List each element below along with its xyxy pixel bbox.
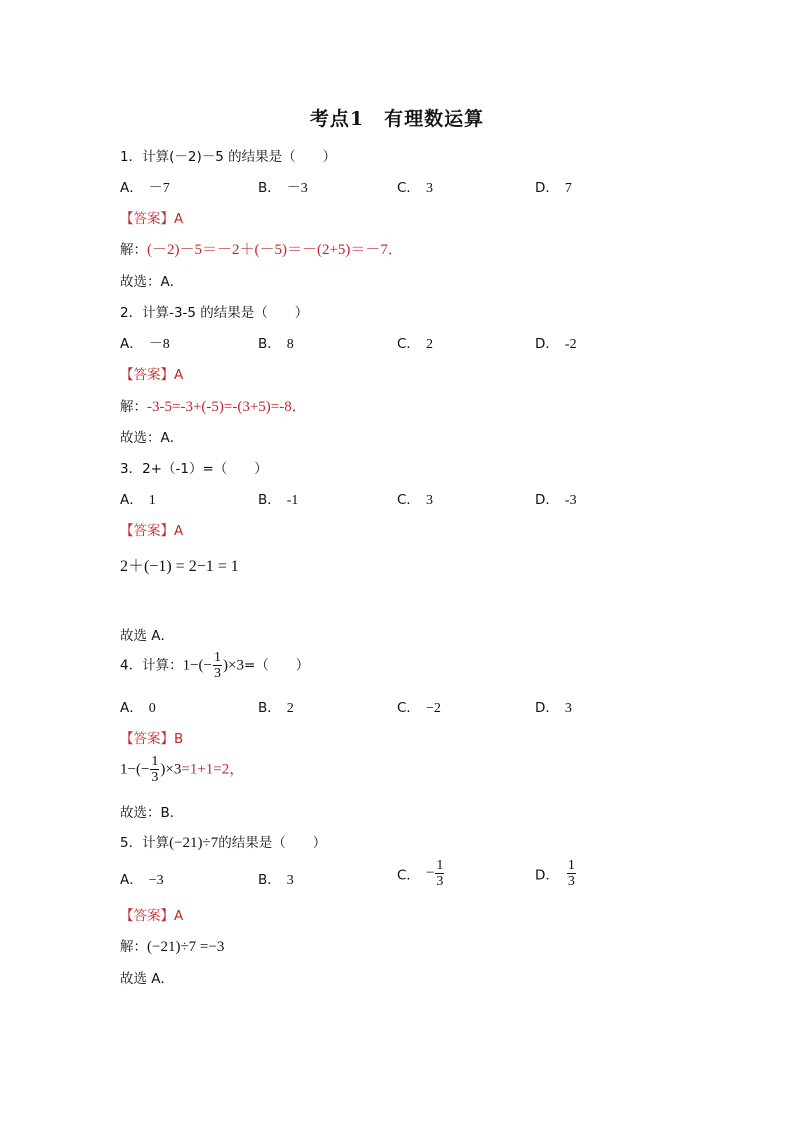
q2-choice: 故选：A． xyxy=(120,430,184,446)
q2-option-b: B． 8 xyxy=(258,336,294,352)
q3-choice: 故选 A． xyxy=(120,628,175,644)
q5-option-d: D． $\frac{1}{3}$ xyxy=(535,858,575,889)
q5-answer: 【答案】A xyxy=(120,908,184,924)
q1-option-a: A． －7 xyxy=(120,180,170,196)
question-5-stem: 5．计算(−21)÷7的结果是（ ） xyxy=(120,835,327,851)
q2-answer: 【答案】A xyxy=(120,367,184,383)
q2-solution: 解：-3-5=-3+(-5)=-(3+5)=-8． xyxy=(120,399,307,415)
q5-option-d-fraction: $\frac{1}{3}$ xyxy=(567,858,575,889)
q3-option-c: C． 3 xyxy=(397,492,433,508)
q4-solution-fraction: $\frac{1}{3}$ xyxy=(151,754,159,785)
q4-option-a: A． 0 xyxy=(120,700,156,716)
q4-choice: 故选：B． xyxy=(120,805,184,821)
q2-option-d: D． -2 xyxy=(535,336,577,352)
q5-option-c: C． − $\frac{1}{3}$ xyxy=(397,858,444,889)
q4-answer: 【答案】B xyxy=(120,731,184,747)
q3-option-b: B． -1 xyxy=(258,492,299,508)
q4-option-b: B． 2 xyxy=(258,700,294,716)
q3-option-d: D． -3 xyxy=(535,492,577,508)
q2-option-a: A． －8 xyxy=(120,336,170,352)
q1-answer: 【答案】A xyxy=(120,211,184,227)
q5-solution: 解：(−21)÷7 =−3 xyxy=(120,939,225,955)
question-4-stem: 4．计算：1−(− $\frac{1}{3}$ )×3=（ ） xyxy=(120,650,310,681)
q2-option-c: C． 2 xyxy=(397,336,433,352)
q4-solution: 1−(− $\frac{1}{3}$ )×3=1+1=2， xyxy=(120,754,245,785)
q3-answer: 【答案】A xyxy=(120,523,184,539)
q3-solution: 2＋(−1) = 2−1 = 1 xyxy=(120,558,239,575)
q5-option-c-fraction: $\frac{1}{3}$ xyxy=(436,858,444,889)
q1-option-c: C． 3 xyxy=(397,180,433,196)
question-2-stem: 2．计算-3-5 的结果是（ ） xyxy=(120,305,309,321)
page-title: 考点1 有理数运算 xyxy=(309,108,485,130)
q1-choice: 故选：A． xyxy=(120,274,184,290)
q5-option-b: B． 3 xyxy=(258,872,294,888)
q5-choice: 故选 A． xyxy=(120,971,175,987)
question-3-stem: 3．2+（-1）=（ ） xyxy=(120,461,268,477)
q1-option-d: D． 7 xyxy=(535,180,572,196)
question-1-stem: 1．计算(－2)－5 的结果是（ ） xyxy=(120,149,337,165)
q4-option-c: C． −2 xyxy=(397,700,441,716)
q1-solution: 解：(－2)－5＝－2＋(－5)＝－(2+5)＝－7． xyxy=(120,242,403,258)
q3-option-a: A． 1 xyxy=(120,492,156,508)
q1-option-b: B． －3 xyxy=(258,180,308,196)
q5-option-a: A． −3 xyxy=(120,872,164,888)
q4-stem-fraction: $\frac{1}{3}$ xyxy=(214,650,222,681)
q4-option-d: D． 3 xyxy=(535,700,572,716)
